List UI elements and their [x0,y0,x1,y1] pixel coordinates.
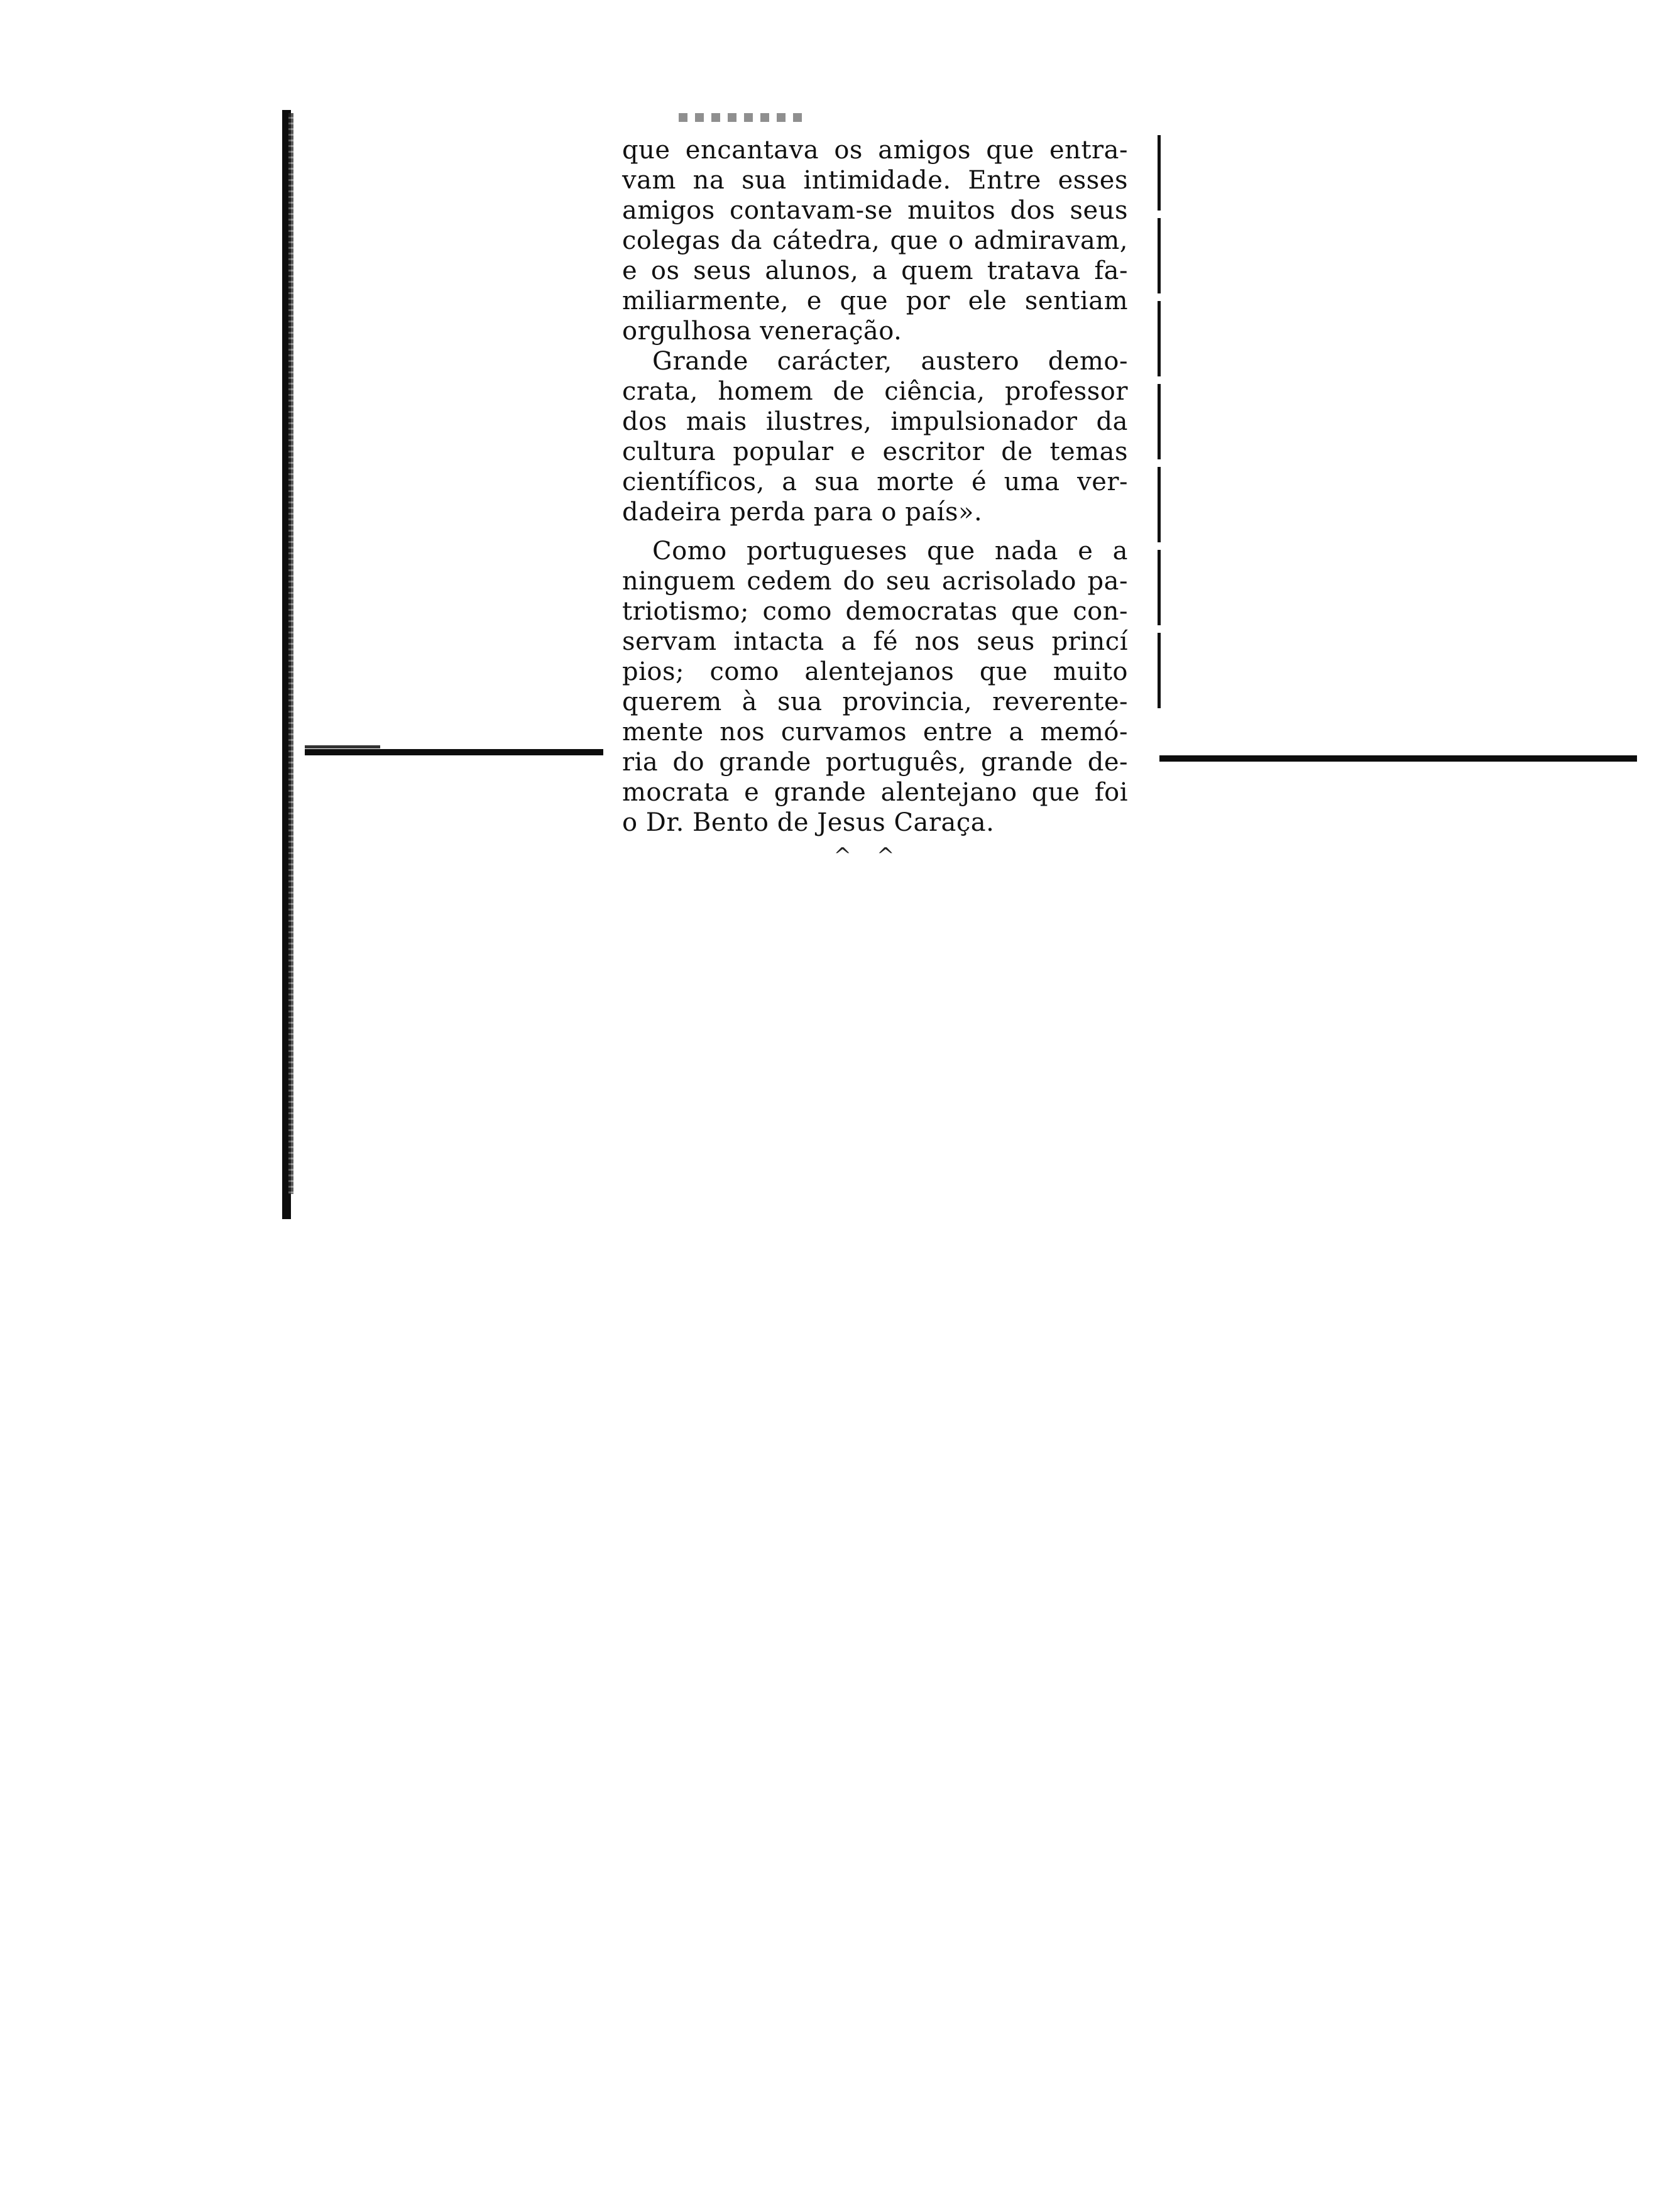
newspaper-column [622,135,1128,838]
text-line: científicos, a sua morte é uma ver- [622,468,1128,496]
text-line: triotismo; como democratas que con- [622,597,1128,626]
text-line: querem à sua provincia, reverente- [622,687,1128,716]
left-horizontal-rule [305,749,603,755]
text-line: o Dr. Bento de Jesus Caraça. [622,808,995,837]
closing-ornament: ^^ [833,843,920,868]
cropped-text-fragment [679,113,804,122]
text-line: orgulhosa veneração. [622,317,902,346]
text-line: Grande carácter, austero demo- [652,347,1128,376]
paragraph-2-body [622,376,1128,527]
right-horizontal-rule [1159,755,1637,762]
text-line: vam na sua intimidade. Entre esses [622,166,1128,195]
paragraph-gap [622,527,1128,536]
text-line: ria do grande português, grande de- [622,748,1128,777]
paragraph-3 [622,536,1128,566]
text-line: dadeira perda para o país». [622,498,983,527]
text-line: mocrata e grande alentejano que foi [622,778,1128,807]
text-line: servam intacta a fé nos seus princí [622,627,1128,656]
right-vertical-rule [1158,135,1161,710]
text-line: amigos contavam-se muitos dos seus [622,196,1128,225]
text-line: miliarmente, e que por ele sentiam [622,287,1128,315]
text-line: que encantava os amigos que entra- [622,136,1128,165]
text-line: Como portugueses que nada e a [652,537,1128,566]
text-line: ninguem cedem do seu acrisolado pa- [622,567,1128,596]
text-line: mente nos curvamos entre a memó- [622,718,1128,747]
text-line: colegas da cátedra, que o admiravam, [622,226,1128,255]
left-horizontal-rule-edge [305,745,380,748]
text-line: pios; como alentejanos que muito [622,657,1128,686]
text-line: cultura popular e escritor de temas [622,437,1128,466]
paragraph-1 [622,135,1128,346]
text-line: crata, homem de ciência, professor [622,377,1128,406]
text-line: dos mais ilustres, impulsionador da [622,407,1128,436]
left-vertical-rule-edge [288,113,293,1194]
paragraph-2 [622,346,1128,376]
text-line: e os seus alunos, a quem tratava fa- [622,256,1128,285]
paragraph-3-body [622,566,1128,838]
